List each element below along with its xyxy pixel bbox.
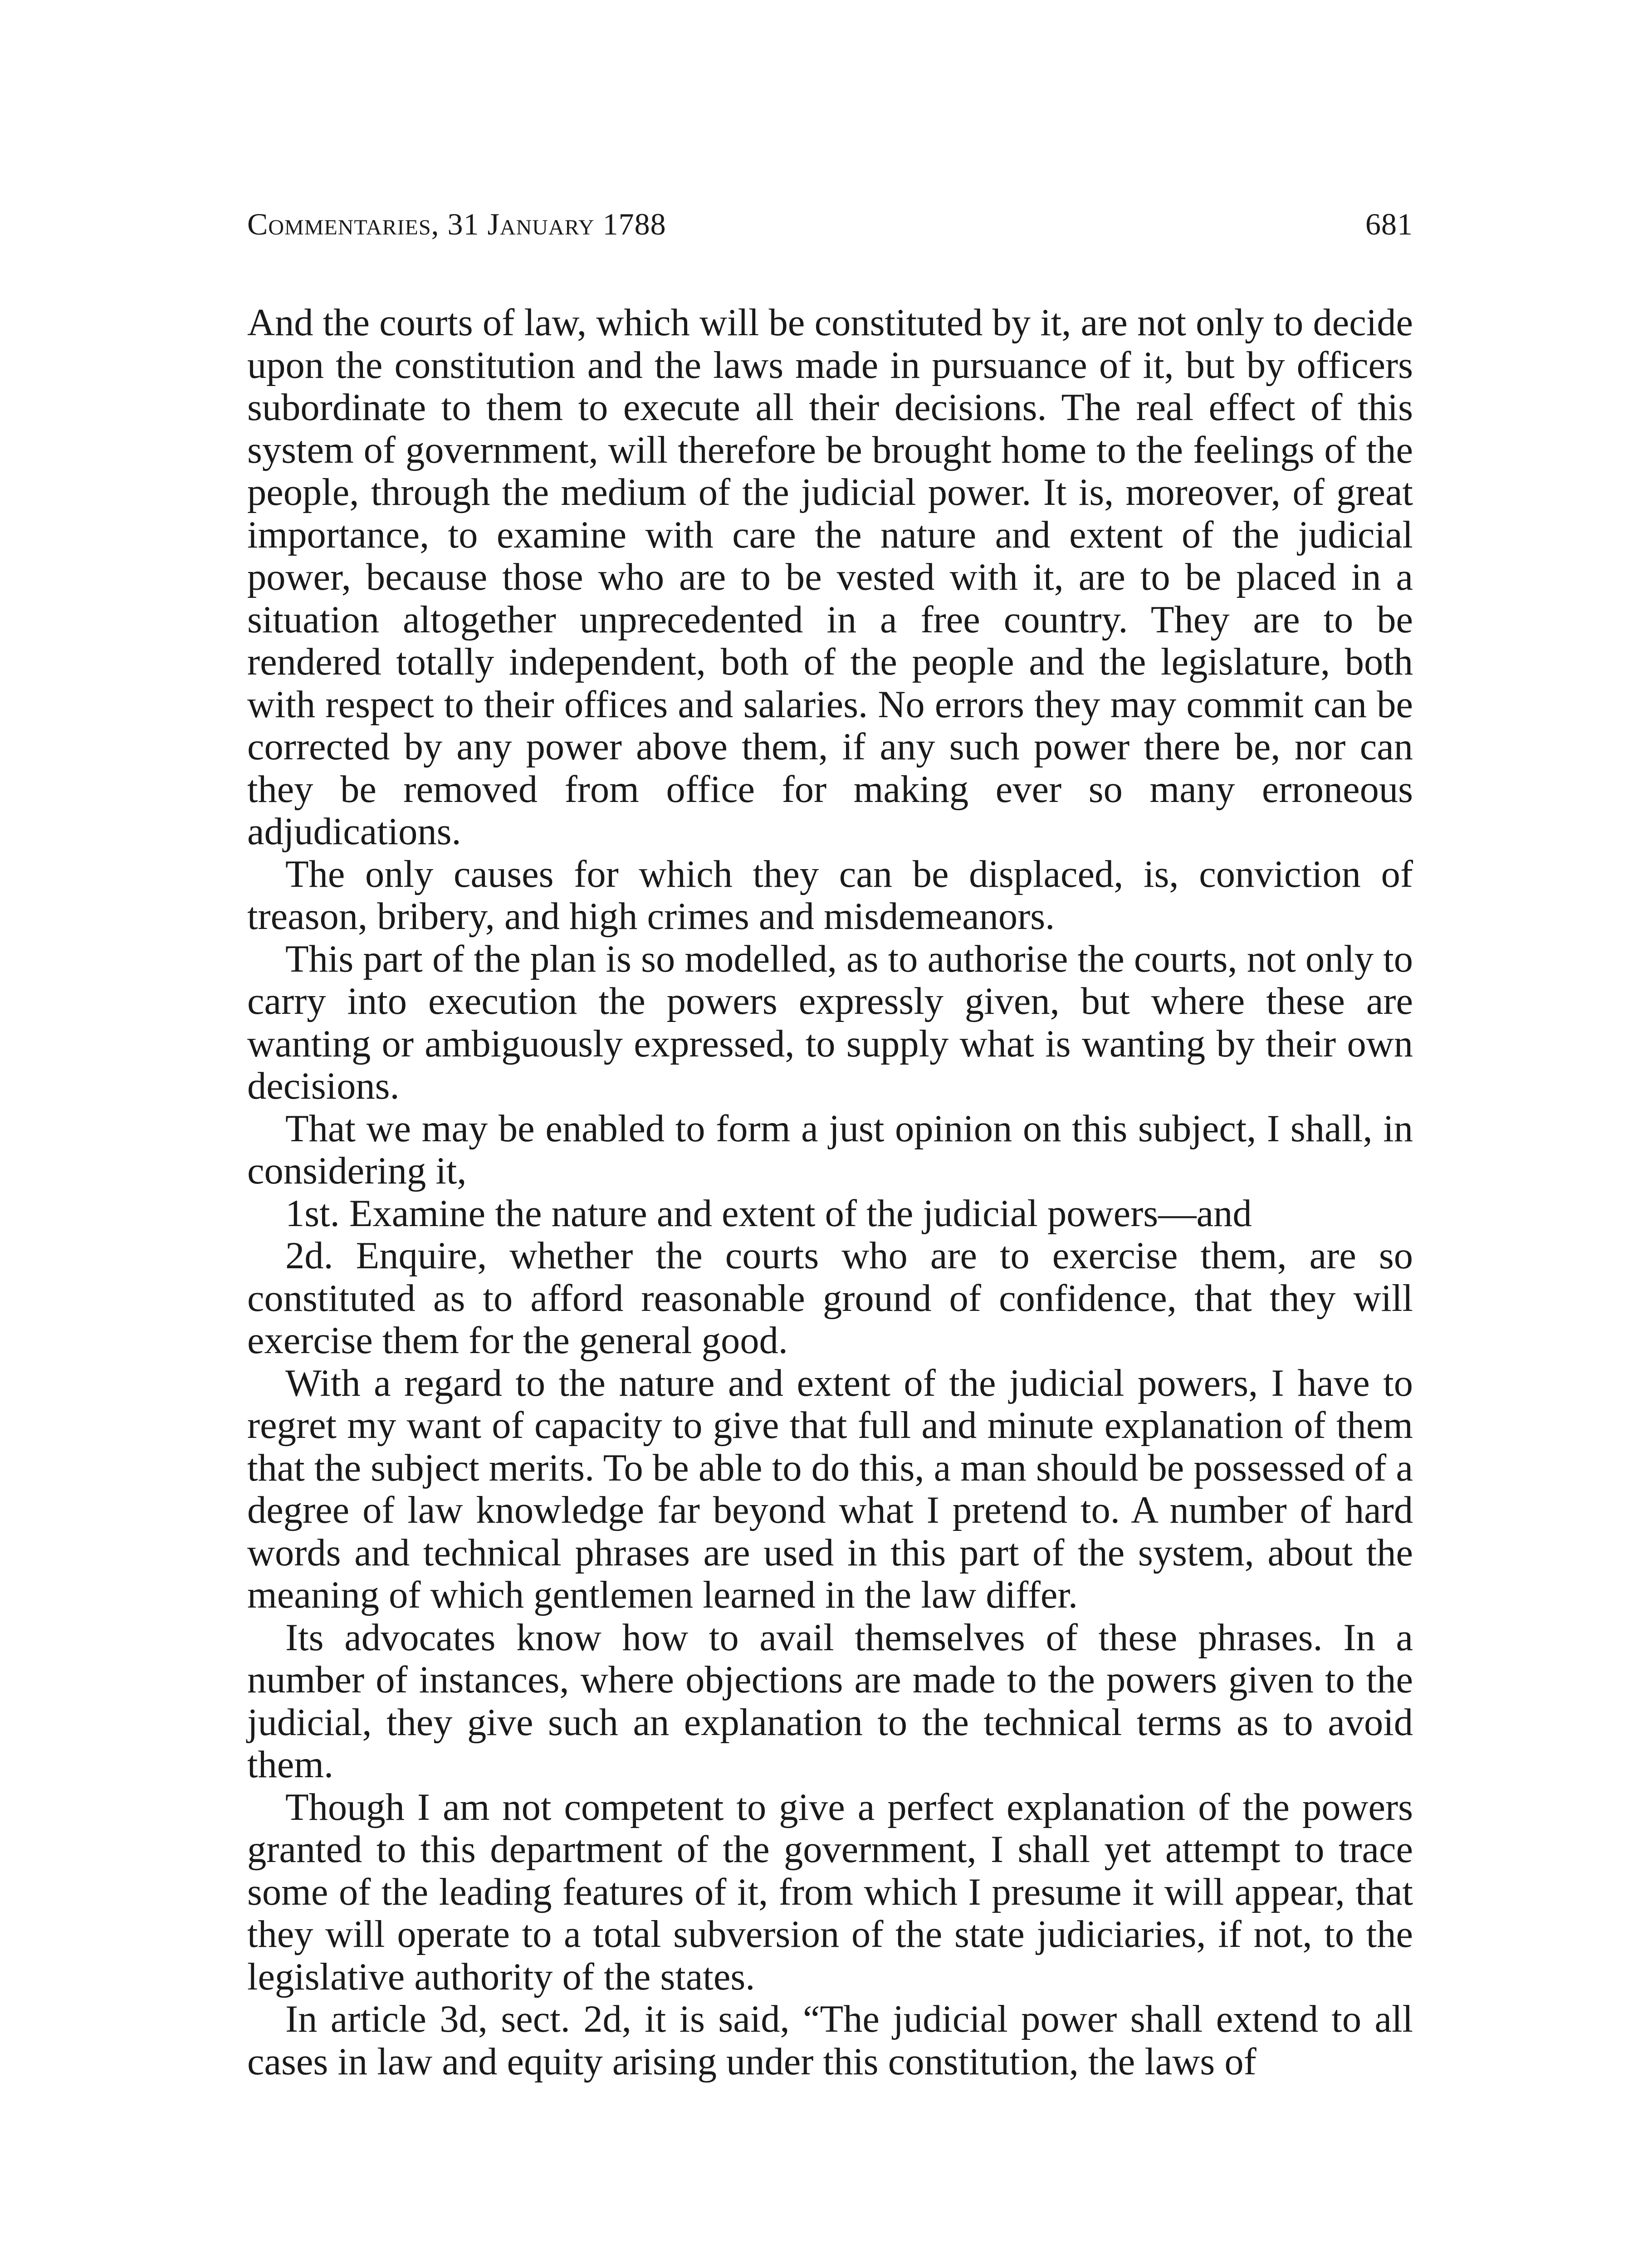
running-title: Commentaries, 31 January 1788: [247, 207, 666, 241]
running-head: [247, 206, 1413, 256]
body-text: [247, 302, 1413, 2083]
page-number: 681: [1365, 207, 1413, 241]
paragraph: In article 3d, sect. 2d, it is said, “The judicial power shall extend to all cases in law and equity arising under this constitution, the laws of: [247, 1998, 1413, 2083]
paragraph: With a regard to the nature and extent of the judicial powers, I have to regret my want of capacity to give that full and minute explanation of them that the subject merits. To be able to do this, a man should be possessed of a degree of law knowledge far beyond what I pretend to. A number of hard words and technical phrases are used in this part of the system, about the meaning of which gentlemen learned in the law differ.: [247, 1362, 1413, 1616]
paragraph: 1st. Examine the nature and extent of the judicial powers—and: [285, 1192, 1252, 1235]
paragraph: Though I am not competent to give a perfect explanation of the powers granted to this department of the government, I shall yet attempt to trace some of the leading features of it, from which I presume it will appear, that they will operate to a total subversion of the state judiciaries, if not, to the legislative authority of the states.: [247, 1786, 1413, 1998]
paragraph: This part of the plan is so modelled, as to authorise the courts, not only to carry into execution the powers expressly given, but where these are wanting or ambiguously expressed, to supply what is wanting by their own decisions.: [247, 938, 1413, 1107]
paragraph: Its advocates know how to avail themselves of these phrases. In a number of instances, where objections are made to the powers given to the judicial, they give such an explanation to the technical terms as to avoid them.: [247, 1616, 1413, 1786]
paragraph: 2d. Enquire, whether the courts who are to exercise them, are so constituted as to afford reasonable ground of confidence, that they will exercise them for the general good.: [247, 1235, 1413, 1362]
paragraph: The only causes for which they can be displaced, is, conviction of treason, bribery, and high crimes and misdemeanors.: [247, 853, 1413, 938]
paragraph: And the courts of law, which will be constituted by it, are not only to decide upon the constitution and the laws made in pursuance of it, but by officers subordinate to them to execute all their decisions. The real effect of this system of government, will therefore be brought home to the feelings of the people, through the medium of the judicial power. It is, moreover, of great importance, to examine with care the nature and extent of the judicial power, because those who are to be vested with it, are to be placed in a situation altogether unprecedented in a free country. They are to be rendered totally independent, both of the people and the legislature, both with respect to their offices and salaries. No errors they may commit can be corrected by any power above them, if any such power there be, nor can they be removed from office for making ever so many erroneous adjudications.: [247, 302, 1413, 853]
paragraph: That we may be enabled to form a just opinion on this subject, I shall, in considering it,: [247, 1107, 1413, 1192]
